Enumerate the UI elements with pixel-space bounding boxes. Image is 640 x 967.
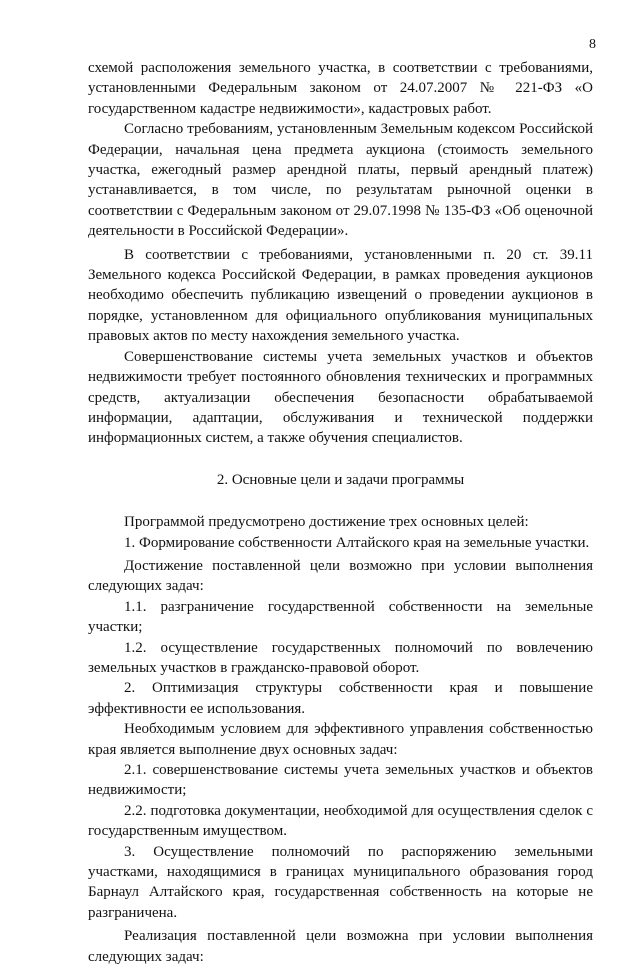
goal-3: 3. Осуществление полномочий по распоряжению земельными участками, находящимися в границах муниципального образования город Барнаул Алтайского края, государственная собственность на которые не разграничена. (88, 843, 593, 921)
section-heading: 2. Основные цели и задачи программы (216, 471, 465, 488)
paragraph-auction-price: Согласно требованиям, установленным Земельным кодексом Российской Федерации, начальная цена предмета аукциона (стоимость земельного участка, ежегодный размер арендной платы, первый арендный платеж) устанавливается, в том числе, по результатам рыночной оценки в соответствии с Федеральным законом от 29.07.1998 № 135-ФЗ «Об оценочной деятельности в Российской Федерации». (88, 121, 593, 240)
goal-1: 1. Формирование собственности Алтайского края на земельные участки. (124, 534, 590, 551)
paragraph-cadastral-works: схемой расположения земельного участка, в соответствии с требованиями, установленными Федеральным законом от 24.07.2007 № 221-ФЗ «О государственном кадастре недвижимости», кадастровых работ. (88, 60, 593, 117)
document-body (88, 58, 593, 967)
task-1-1: 1.1. разграничение государственной собственности на земельные участки; (88, 598, 593, 636)
paragraph-goals-intro: Программой предусмотрено достижение трех основных целей: (124, 514, 529, 531)
task-1-2: 1.2. осуществление государственных полномочий по вовлечению земельных участков в гражданско-правовой оборот. (88, 639, 593, 676)
goal-2: 2. Оптимизация структуры собственности края и повышение эффективности ее использования. (88, 680, 593, 717)
task-2-2: 2.2. подготовка документации, необходимой для осуществления сделок с государственным имуществом. (88, 802, 593, 840)
paragraph-goal-3-tasks-intro: Реализация поставленной цели возможна при условии выполнения следующих задач: (88, 928, 593, 965)
paragraph-accounting-system: Совершенствование системы учета земельных участков и объектов недвижимости требует постоянного обновления технических и программных средств, актуализации обеспечения безопасности обрабатываемой информации, адаптации, обслуживания и технической поддержки информационных систем, а также обучения специалистов. (88, 348, 593, 447)
paragraph-goal-2-tasks-intro: Необходимым условием для эффективного управления собственностью края является выполнение двух основных задач: (88, 721, 593, 758)
page-number: 8 (589, 37, 596, 52)
task-2-1: 2.1. совершенствование системы учета земельных участков и объектов недвижимости; (88, 762, 593, 799)
paragraph-goal-1-tasks-intro: Достижение поставленной цели возможно при условии выполнения следующих задач: (88, 557, 593, 595)
paragraph-auction-notices: В соответствии с требованиями, установленными п. 20 ст. 39.11 Земельного кодекса Российской Федерации, в рамках проведения аукционов необходимо обеспечить публикацию извещений о проведении аукционов в порядке, установленном для официального опубликования муниципальных правовых актов по месту нахождения земельного участка. (88, 246, 593, 345)
